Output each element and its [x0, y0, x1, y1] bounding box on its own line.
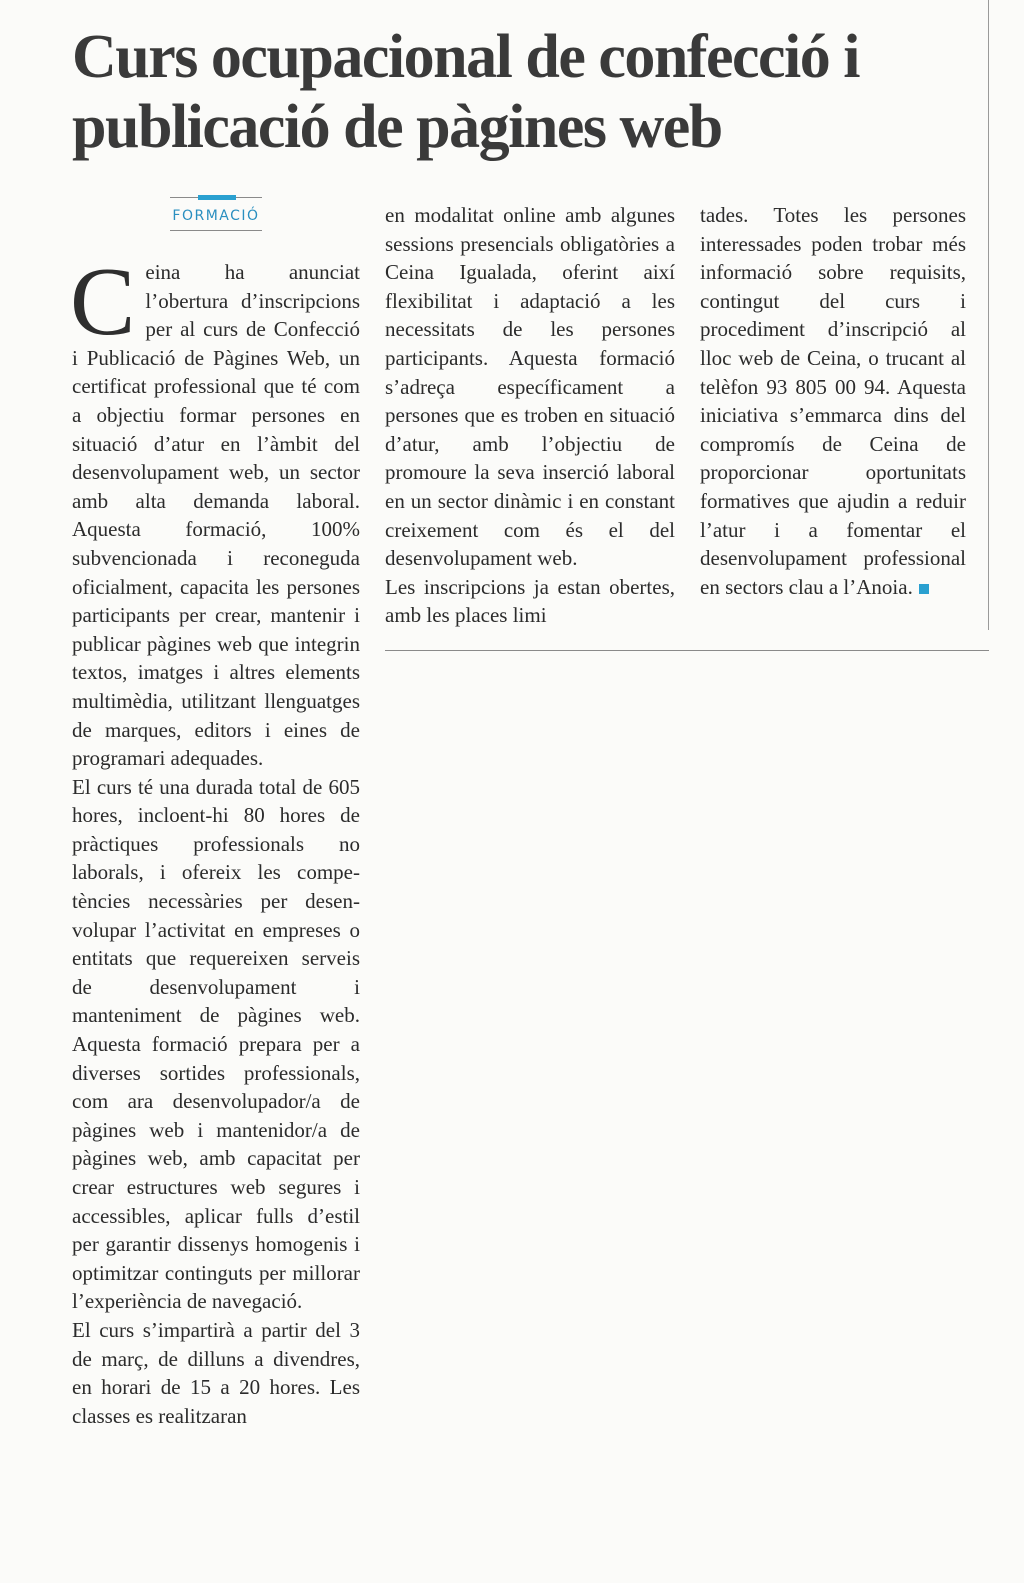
paragraph-1	[70, 248, 360, 773]
paragraph-4-continued	[700, 201, 966, 601]
paragraph-3-continued: en modalitat online amb algunes sessions presencials obligatòries a Ceina Igualada, oferint així flexibilitat i adaptació a les necessitats de les persones participants. Aquesta formació s’adreça específicament a persones que es troben en situació d’atur, amb l’objectiu de promoure la seva inserció laboral en un sector dinàmic i en constant creixement com és el del desenvolupament web.	[385, 203, 675, 571]
section-tag-bottom-rule	[170, 230, 262, 231]
column-divider-rule	[988, 0, 989, 630]
paragraph-4-text: tades. Totes les persones interessades poden trobar més informació sobre requisits, contingut del curs i procediment d’inscripció al lloc web de Ceina, o trucant al telèfon 93 805 00 94. Aquesta iniciativa s’emmarca dins del compromís de Ceina de proporcionar oportunitats formatives que ajudin a reduir l’atur i a fomentar el desenvolupament professional en sectors clau a l’Anoia.	[700, 203, 966, 599]
section-label: FORMACIÓ	[172, 208, 260, 224]
section-tag-top-rule	[170, 197, 262, 198]
section-tag	[170, 197, 262, 231]
end-of-article-square-icon	[919, 584, 929, 594]
article-column-1	[70, 248, 360, 1430]
paragraph-1-text: eina ha anunciat l’obertura d’inscripcions per al curs de Confecció i Publicació de Pàgines Web, un certificat professional que té com a objectiu formar persones en situació d’atur en l’àmbit del desenvolupament web, un sector amb alta demanda laboral. Aquesta formació, 100% subvencionada i reconeguda oficialment, capacita les persones participants per crear, mantenir i publicar pàgines web que integrin textos, imatges i altres elements multimèdia, utilitzant llenguatges de marques, editors i eines de programari adequades.	[72, 260, 360, 771]
drop-cap: C	[70, 248, 136, 356]
paragraph-2: El curs té una durada total de 605 hores, incloent-hi 80 hores de pràctiques professionals no laborals, i ofereix les competències necessàries per desenvolupar l’activitat en empreses o entitats que requereixen serveis de desenvolupament i manteniment de pàgines web. Aquesta formació prepara per a diverses sortides professionals, com ara desenvolupador/a de pàgines web i mantenidor/a de pàgines web, amb capacitat per crear estructures web segures i accessibles, aplicar fulls d’estil per garantir dissenys homogenis i optimitzar continguts per millorar l’experiència de navegació.	[72, 774, 360, 1314]
article-column-3	[700, 201, 966, 601]
article-column-2	[385, 201, 675, 630]
section-tag-accent-bar	[198, 195, 236, 200]
article-title: Curs ocupacional de confecció i publicació de pàgines web	[72, 23, 859, 161]
paragraph-4-start: Les inscripcions ja estan obertes, amb les places limi	[385, 574, 675, 628]
bottom-rule	[385, 650, 989, 651]
paragraph-3-start: El curs s’impartirà a partir del 3 de març, de dilluns a divendres, en horari de 15 a 20 hores. Les classes es realitzaran	[72, 1317, 360, 1428]
